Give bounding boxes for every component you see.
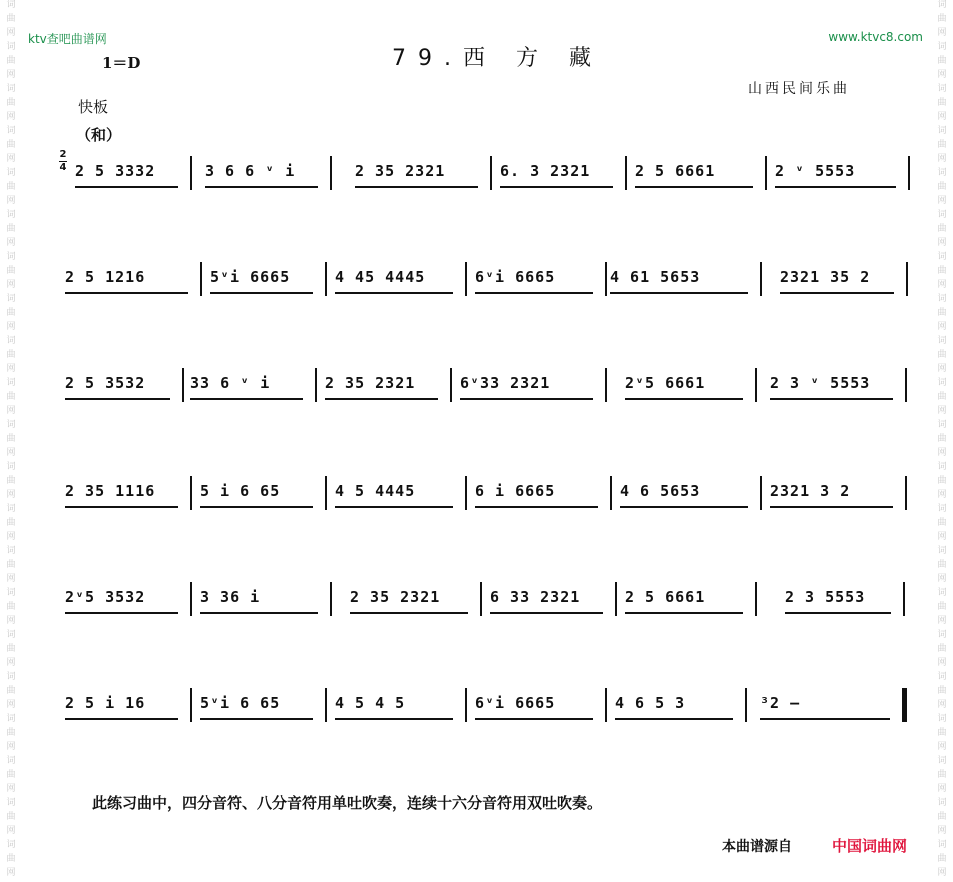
score-measure: 2 35 2321 xyxy=(350,588,441,606)
barline xyxy=(745,688,747,722)
barline xyxy=(190,156,192,190)
side-char: 曲 xyxy=(937,728,947,738)
score-measure: 4 45 4445 xyxy=(335,268,426,286)
barline xyxy=(760,476,762,510)
barline xyxy=(465,476,467,510)
side-char: 网 xyxy=(6,70,16,80)
side-char: 词 xyxy=(937,798,947,808)
side-char: 词 xyxy=(937,672,947,682)
side-char: 网 xyxy=(937,322,947,332)
beam-underline xyxy=(500,186,613,188)
side-char: 网 xyxy=(937,658,947,668)
barline xyxy=(755,368,757,402)
side-char: 网 xyxy=(6,196,16,206)
side-char: 网 xyxy=(937,700,947,710)
side-char: 网 xyxy=(937,742,947,752)
side-char: 网 xyxy=(937,448,947,458)
side-char: 词 xyxy=(6,126,16,136)
beam-underline xyxy=(65,398,170,400)
beam-underline xyxy=(335,718,453,720)
side-char: 网 xyxy=(937,784,947,794)
beam-underline xyxy=(620,506,748,508)
beam-underline xyxy=(190,398,303,400)
side-char: 词 xyxy=(6,714,16,724)
barline xyxy=(330,156,332,190)
score-measure: 4 6 5 3 xyxy=(615,694,686,712)
side-char: 网 xyxy=(937,868,947,878)
side-char: 网 xyxy=(937,112,947,122)
score-measure: 2 3 ᵛ 5553 xyxy=(770,374,871,392)
side-char: 曲 xyxy=(6,14,16,24)
side-char: 词 xyxy=(6,840,16,850)
side-char: 网 xyxy=(6,532,16,542)
beam-underline xyxy=(335,506,453,508)
side-char: 词 xyxy=(937,294,947,304)
score-measure: 2 ᵛ 5553 xyxy=(775,162,856,180)
beam-underline xyxy=(635,186,753,188)
side-char: 词 xyxy=(6,588,16,598)
barline xyxy=(325,476,327,510)
barline xyxy=(605,262,607,296)
barline xyxy=(465,688,467,722)
barline xyxy=(200,262,202,296)
score-measure: 4 61 5653 xyxy=(610,268,701,286)
barline xyxy=(615,582,617,616)
side-watermark-right xyxy=(933,0,951,882)
barline xyxy=(330,582,332,616)
barline xyxy=(450,368,452,402)
side-char: 词 xyxy=(937,252,947,262)
side-char: 网 xyxy=(6,616,16,626)
score-measure: 6ᵛi 6665 xyxy=(475,268,556,286)
score-measure: 2 35 2321 xyxy=(355,162,446,180)
barline xyxy=(765,156,767,190)
beam-underline xyxy=(65,506,178,508)
barline xyxy=(480,582,482,616)
side-char: 曲 xyxy=(937,770,947,780)
barline xyxy=(906,262,908,296)
side-char: 词 xyxy=(6,210,16,220)
side-char: 词 xyxy=(937,840,947,850)
side-char: 词 xyxy=(6,84,16,94)
score-measure: 2 5 i 16 xyxy=(65,694,146,712)
side-char: 网 xyxy=(6,154,16,164)
score-row xyxy=(60,368,912,408)
side-char: 曲 xyxy=(937,560,947,570)
beam-underline xyxy=(780,292,894,294)
side-char: 曲 xyxy=(937,56,947,66)
side-char: 词 xyxy=(937,126,947,136)
score-measure: 4 6 5653 xyxy=(620,482,701,500)
barline xyxy=(605,368,607,402)
beam-underline xyxy=(200,718,313,720)
side-char: 网 xyxy=(937,574,947,584)
side-char: 曲 xyxy=(6,644,16,654)
side-char: 曲 xyxy=(937,518,947,528)
score-measure: 2 5 1216 xyxy=(65,268,146,286)
score-measure: 2 35 1116 xyxy=(65,482,156,500)
side-char: 网 xyxy=(937,616,947,626)
score-measure: 2ᵛ5 6661 xyxy=(625,374,706,392)
score-measure: 5ᵛi 6665 xyxy=(210,268,291,286)
side-char: 词 xyxy=(6,0,16,10)
side-char: 词 xyxy=(937,168,947,178)
side-char: 曲 xyxy=(937,14,947,24)
beam-underline xyxy=(610,292,748,294)
beam-underline xyxy=(210,292,313,294)
side-char: 曲 xyxy=(6,56,16,66)
barline xyxy=(755,582,757,616)
score-measure: 6 33 2321 xyxy=(490,588,581,606)
score-measure: 6. 3 2321 xyxy=(500,162,591,180)
score-measure: 2 5 6661 xyxy=(635,162,716,180)
side-char: 曲 xyxy=(6,518,16,528)
beam-underline xyxy=(625,398,743,400)
side-char: 网 xyxy=(6,742,16,752)
barline xyxy=(908,156,910,190)
score-measure: 2 5 6661 xyxy=(625,588,706,606)
composer-label: 山西民间乐曲 xyxy=(748,81,850,97)
barline xyxy=(465,262,467,296)
beam-underline xyxy=(350,612,468,614)
side-char: 网 xyxy=(6,28,16,38)
side-char: 曲 xyxy=(937,644,947,654)
score-measure: 2 5 3332 xyxy=(75,162,156,180)
beam-underline xyxy=(200,506,313,508)
side-char: 曲 xyxy=(937,602,947,612)
side-char: 曲 xyxy=(6,770,16,780)
side-char: 曲 xyxy=(6,560,16,570)
score-row xyxy=(60,688,912,728)
score-measure: 5 i 6 65 xyxy=(200,482,281,500)
side-char: 网 xyxy=(6,784,16,794)
side-char: 曲 xyxy=(6,602,16,612)
side-char: 词 xyxy=(6,336,16,346)
side-char: 曲 xyxy=(6,686,16,696)
beam-underline xyxy=(625,612,743,614)
score-measure: 2 3 5553 xyxy=(785,588,866,606)
side-char: 词 xyxy=(6,42,16,52)
side-char: 词 xyxy=(937,546,947,556)
score-measure: 6ᵛ33 2321 xyxy=(460,374,551,392)
side-char: 词 xyxy=(937,0,947,10)
side-char: 曲 xyxy=(937,350,947,360)
score-measure: 4 5 4445 xyxy=(335,482,416,500)
side-char: 词 xyxy=(6,756,16,766)
side-char: 词 xyxy=(937,756,947,766)
side-char: 曲 xyxy=(937,686,947,696)
score-row xyxy=(60,262,912,302)
side-char: 词 xyxy=(6,294,16,304)
footnote: 此练习曲中，四分音符、八分音符用单吐吹奏，连续十六分音符用双吐吹奏。 xyxy=(92,794,603,812)
score-measure: 3 6 6 ᵛ i xyxy=(205,162,296,180)
side-char: 曲 xyxy=(937,182,947,192)
side-char: 词 xyxy=(937,210,947,220)
side-char: 词 xyxy=(6,462,16,472)
score-measure: 5ᵛi 6 65 xyxy=(200,694,281,712)
beam-underline xyxy=(355,186,478,188)
score-row xyxy=(60,582,912,622)
barline xyxy=(325,262,327,296)
side-char: 网 xyxy=(6,868,16,878)
side-char: 词 xyxy=(937,714,947,724)
beam-underline xyxy=(325,398,438,400)
side-char: 曲 xyxy=(937,854,947,864)
score-measure: 2321 35 2 xyxy=(780,268,871,286)
side-char: 曲 xyxy=(6,812,16,822)
source-label: 本曲谱源自 xyxy=(722,839,792,855)
watermark-right: www.ktvc8.com xyxy=(828,30,923,44)
side-char: 网 xyxy=(6,658,16,668)
beam-underline xyxy=(760,718,890,720)
source-link[interactable]: 中国词曲网 xyxy=(832,837,908,855)
key-signature: 1＝D xyxy=(102,54,141,72)
side-char: 词 xyxy=(6,630,16,640)
score-row xyxy=(60,156,912,196)
beam-underline xyxy=(775,186,896,188)
side-char: 曲 xyxy=(6,98,16,108)
beam-underline xyxy=(785,612,891,614)
side-char: 网 xyxy=(937,238,947,248)
side-char: 曲 xyxy=(6,182,16,192)
side-char: 曲 xyxy=(6,728,16,738)
beam-underline xyxy=(205,186,318,188)
side-char: 网 xyxy=(937,364,947,374)
side-char: 词 xyxy=(6,546,16,556)
barline xyxy=(325,688,327,722)
side-char: 词 xyxy=(937,42,947,52)
beam-underline xyxy=(65,612,178,614)
score-measure: 4 5 4 5 xyxy=(335,694,406,712)
beam-underline xyxy=(65,718,178,720)
side-char: 曲 xyxy=(6,140,16,150)
barline xyxy=(905,368,907,402)
side-watermark-left xyxy=(2,0,20,882)
barline xyxy=(760,262,762,296)
tempo-marking: 快板 xyxy=(78,98,109,116)
side-char: 网 xyxy=(937,490,947,500)
side-char: 曲 xyxy=(937,392,947,402)
side-char: 词 xyxy=(937,630,947,640)
side-char: 词 xyxy=(6,168,16,178)
barline xyxy=(605,688,607,722)
barline xyxy=(490,156,492,190)
barline xyxy=(903,582,905,616)
side-char: 词 xyxy=(6,504,16,514)
side-char: 曲 xyxy=(6,224,16,234)
beam-underline xyxy=(770,398,893,400)
side-char: 词 xyxy=(937,504,947,514)
side-char: 曲 xyxy=(937,224,947,234)
score-measure: 2ᵛ5 3532 xyxy=(65,588,146,606)
side-char: 曲 xyxy=(6,308,16,318)
side-char: 词 xyxy=(937,336,947,346)
side-char: 网 xyxy=(6,364,16,374)
side-char: 词 xyxy=(937,84,947,94)
side-char: 词 xyxy=(6,798,16,808)
side-char: 曲 xyxy=(6,854,16,864)
side-char: 网 xyxy=(937,154,947,164)
side-char: 词 xyxy=(937,420,947,430)
side-char: 曲 xyxy=(6,350,16,360)
beam-underline xyxy=(335,292,453,294)
side-char: 曲 xyxy=(6,266,16,276)
side-char: 网 xyxy=(6,700,16,710)
side-char: 网 xyxy=(6,448,16,458)
side-char: 词 xyxy=(937,462,947,472)
side-char: 网 xyxy=(6,280,16,290)
beam-underline xyxy=(460,398,593,400)
side-char: 网 xyxy=(6,490,16,500)
side-char: 网 xyxy=(937,826,947,836)
side-char: 网 xyxy=(6,238,16,248)
side-char: 网 xyxy=(6,406,16,416)
beam-underline xyxy=(770,506,893,508)
side-char: 网 xyxy=(6,574,16,584)
barline xyxy=(610,476,612,510)
side-char: 曲 xyxy=(937,476,947,486)
barline xyxy=(190,582,192,616)
score-row xyxy=(60,476,912,516)
side-char: 词 xyxy=(937,378,947,388)
barline xyxy=(625,156,627,190)
side-char: 网 xyxy=(937,406,947,416)
barline xyxy=(315,368,317,402)
side-char: 网 xyxy=(937,280,947,290)
side-char: 网 xyxy=(6,826,16,836)
barline xyxy=(902,688,907,722)
barline xyxy=(190,688,192,722)
side-char: 曲 xyxy=(6,434,16,444)
beam-underline xyxy=(490,612,603,614)
side-char: 曲 xyxy=(937,434,947,444)
barline xyxy=(905,476,907,510)
side-char: 曲 xyxy=(6,476,16,486)
side-char: 网 xyxy=(937,532,947,542)
side-char: 词 xyxy=(937,588,947,598)
score-measure: 6ᵛi 6665 xyxy=(475,694,556,712)
beam-underline xyxy=(65,292,188,294)
score-measure: 2 35 2321 xyxy=(325,374,416,392)
side-char: 曲 xyxy=(937,140,947,150)
beam-underline xyxy=(75,186,178,188)
barline xyxy=(190,476,192,510)
side-char: 词 xyxy=(6,672,16,682)
score-measure: 6 i 6665 xyxy=(475,482,556,500)
beam-underline xyxy=(615,718,733,720)
score-measure: ³2 – xyxy=(760,694,801,712)
side-char: 词 xyxy=(6,252,16,262)
time-signature: 2 4 xyxy=(59,149,67,173)
side-char: 曲 xyxy=(937,266,947,276)
side-char: 网 xyxy=(6,322,16,332)
side-char: 词 xyxy=(6,378,16,388)
side-char: 曲 xyxy=(937,812,947,822)
beam-underline xyxy=(475,292,593,294)
side-char: 网 xyxy=(937,196,947,206)
side-char: 网 xyxy=(6,112,16,122)
score-measure: 2 5 3532 xyxy=(65,374,146,392)
beam-underline xyxy=(475,506,598,508)
beam-underline xyxy=(475,718,593,720)
side-char: 曲 xyxy=(6,392,16,402)
side-char: 网 xyxy=(937,28,947,38)
beam-underline xyxy=(200,612,318,614)
side-char: 曲 xyxy=(937,308,947,318)
page-title: 79.西 方 藏 xyxy=(392,46,603,71)
side-char: 网 xyxy=(937,70,947,80)
chorus-marking: （和） xyxy=(76,126,122,144)
side-char: 曲 xyxy=(937,98,947,108)
barline xyxy=(182,368,184,402)
watermark-left: ktv查吧曲谱网 xyxy=(28,32,107,46)
score-measure: 2321 3 2 xyxy=(770,482,851,500)
side-char: 词 xyxy=(6,420,16,430)
score-measure: 3 36 i xyxy=(200,588,261,606)
score-measure: 33 6 ᵛ i xyxy=(190,374,271,392)
